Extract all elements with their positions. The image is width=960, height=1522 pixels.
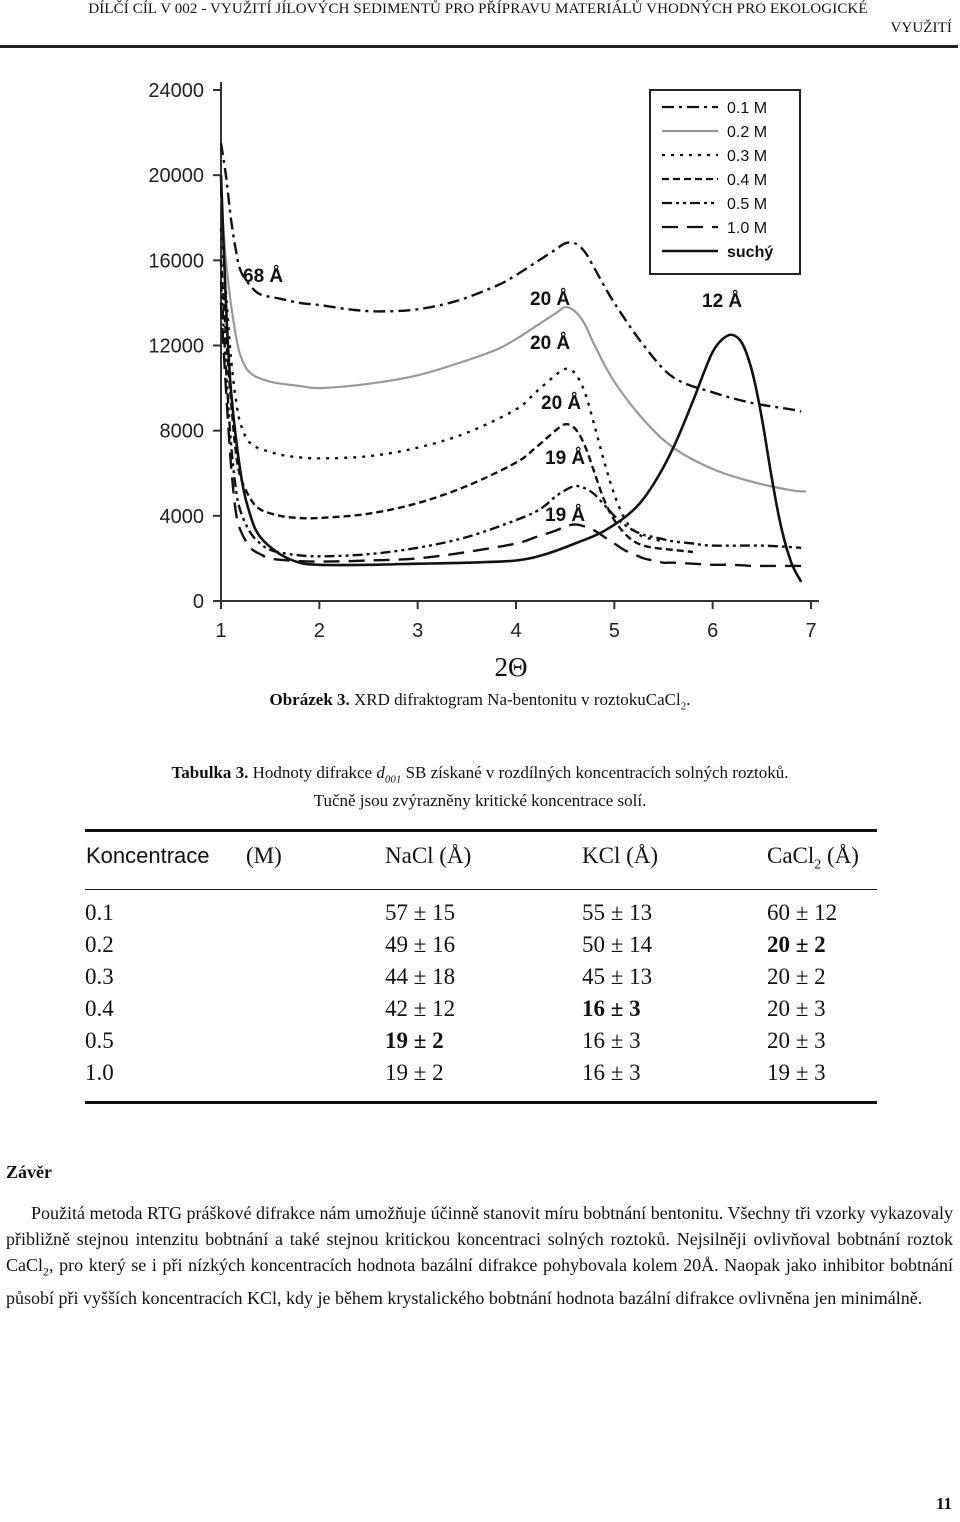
- table-cell-kcl: 16 ± 3: [582, 996, 641, 1021]
- figure-caption-label: Obrázek 3.: [269, 690, 350, 709]
- y-tick-label: 20000: [148, 165, 204, 188]
- table-top-rule: [85, 829, 877, 832]
- legend-box: [650, 90, 800, 274]
- table-cell-cacl: 19 ± 3: [767, 1060, 826, 1085]
- x-tick-label: 4: [510, 620, 522, 642]
- table-caption-d-sub: 001: [384, 773, 402, 786]
- cacl2-header-sub: 2: [814, 857, 822, 873]
- header-line-2: VYUŽITÍ: [890, 20, 952, 36]
- table-caption-text2: SB získané v rozdílných koncentracích solných roztoků.: [401, 763, 789, 782]
- y-tick-label: 12000: [148, 335, 204, 358]
- peak-annotation: 12 Å: [702, 291, 743, 312]
- x-tick-label: 6: [707, 620, 719, 642]
- table-cell-c: 0.4: [85, 996, 114, 1021]
- table-header-nacl: NaCl (Å): [385, 843, 472, 868]
- table-cell-cacl: 20 ± 2: [767, 932, 826, 957]
- peak-annotation: 19 Å: [545, 505, 586, 526]
- conclusion-text-2: , pro který se i při nízkých koncentracích hodnota bazální difrakce pohybovala kolem 20Å. Naopak jako inhibitor bobtnání působí při vyšších koncentracích KCl, kdy je během krystalického bobtnání hodnota bazální difrakce ovlivněna jen minimálně.: [6, 1255, 953, 1308]
- figure-caption-end: .: [686, 690, 691, 709]
- header-line-1: DÍLČÍ CÍL V 002 - VYUŽITÍ JÍLOVÝCH SEDIMENTŮ PRO PŘÍPRAVU MATERIÁLŮ VHODNÝCH PRO EKOLOGICKÉ: [88, 1, 868, 17]
- table-caption: [0, 762, 960, 812]
- table-header-unit: (M): [246, 843, 282, 868]
- legend-label: suchý: [727, 244, 774, 261]
- table-cell-kcl: 45 ± 13: [582, 964, 653, 989]
- table-cell-nacl: 44 ± 18: [385, 964, 456, 989]
- conclusion-paragraph: [6, 1200, 953, 1311]
- legend-label: 0.1 M: [727, 100, 768, 117]
- xrd-chart: [0, 0, 960, 690]
- legend-label: 0.2 M: [727, 124, 768, 141]
- table-cell-c: 0.5: [85, 1028, 114, 1053]
- cacl2-header-post: (Å): [821, 843, 859, 868]
- table-cell-nacl: 49 ± 16: [385, 932, 456, 957]
- table-caption-d: d: [376, 763, 385, 782]
- table-cell-nacl: 19 ± 2: [385, 1060, 444, 1085]
- y-tick-label: 4000: [159, 505, 204, 528]
- table-header-cacl2: [767, 843, 859, 874]
- table-caption-line2: Tučně jsou zvýrazněny kritické koncentrace solí.: [313, 791, 647, 811]
- x-tick-label: 3: [412, 620, 424, 642]
- x-tick-label: 1: [215, 620, 227, 642]
- legend-label: 0.4 M: [727, 172, 768, 189]
- cacl2-header-pre: CaCl: [767, 843, 815, 868]
- table-cell-c: 0.3: [85, 964, 114, 989]
- x-tick-label: 2: [313, 620, 325, 642]
- peak-annotation: 19 Å: [545, 448, 586, 469]
- chart-legend: [650, 90, 800, 274]
- table-cell-nacl: 19 ± 2: [385, 1028, 444, 1053]
- table-cell-kcl: 50 ± 14: [582, 932, 653, 957]
- y-tick-label: 16000: [148, 250, 204, 273]
- table-cell-cacl: 20 ± 3: [767, 1028, 826, 1053]
- legend-label: 0.5 M: [727, 196, 768, 213]
- y-tick-label: 0: [192, 591, 204, 613]
- table-caption-label: Tabulka 3.: [171, 763, 249, 782]
- figure-caption-text: XRD difraktogram Na-bentonitu v roztokuCaCl: [349, 690, 681, 709]
- x-tick-label: 5: [608, 620, 620, 642]
- table-cell-nacl: 57 ± 15: [385, 900, 456, 925]
- table-cell-kcl: 55 ± 13: [582, 900, 653, 925]
- legend-label: 0.3 M: [727, 148, 768, 165]
- conclusion-title: Závěr: [6, 1162, 52, 1182]
- x-axis-label: 2Θ: [494, 652, 528, 682]
- table-cell-nacl: 42 ± 12: [385, 996, 456, 1021]
- y-tick-label: 8000: [159, 420, 204, 443]
- table-cell-c: 0.2: [85, 932, 114, 957]
- peak-annotation: 20 Å: [530, 289, 571, 310]
- table-caption-text1: Hodnoty difrakce: [248, 763, 377, 782]
- peak-annotation: 68 Å: [243, 266, 284, 287]
- table-header-rule: [85, 889, 877, 890]
- table-cell-c: 1.0: [85, 1060, 114, 1085]
- peak-annotation: 20 Å: [530, 333, 571, 354]
- page-number: 11: [935, 1494, 952, 1513]
- table-cell-cacl: 60 ± 12: [767, 900, 838, 925]
- y-tick-label: 24000: [148, 80, 204, 102]
- table-cell-c: 0.1: [85, 900, 114, 925]
- series-line: [221, 282, 801, 557]
- figure-caption-sub: 2: [680, 700, 687, 713]
- x-tick-label: 7: [805, 620, 817, 642]
- table-bottom-rule: [85, 1101, 877, 1104]
- series-line: [221, 260, 693, 552]
- table-header-koncentrace: Koncentrace: [86, 843, 210, 868]
- conclusion-text-1: Použitá metoda RTG práškové difrakce nám umožňuje účinně stanovit míru bobtnání bentonitu. Všechny tři vzorky vykazovaly přibližně stejnou intenzitu bobtnání a také stejnou kritickou koncentraci solných roztoků. Nejsilněji ovlivňoval bobtnání roztok CaCl: [6, 1203, 953, 1275]
- legend-label: 1.0 M: [727, 220, 768, 237]
- figure-caption: [0, 690, 960, 712]
- table-cell-kcl: 16 ± 3: [582, 1028, 641, 1053]
- table-cell-cacl: 20 ± 3: [767, 996, 826, 1021]
- table-header-kcl: KCl (Å): [582, 843, 659, 868]
- conclusion-sub: 2: [43, 1264, 50, 1279]
- table-cell-kcl: 16 ± 3: [582, 1060, 641, 1085]
- peak-annotation: 20 Å: [541, 393, 582, 414]
- table-cell-cacl: 20 ± 2: [767, 964, 826, 989]
